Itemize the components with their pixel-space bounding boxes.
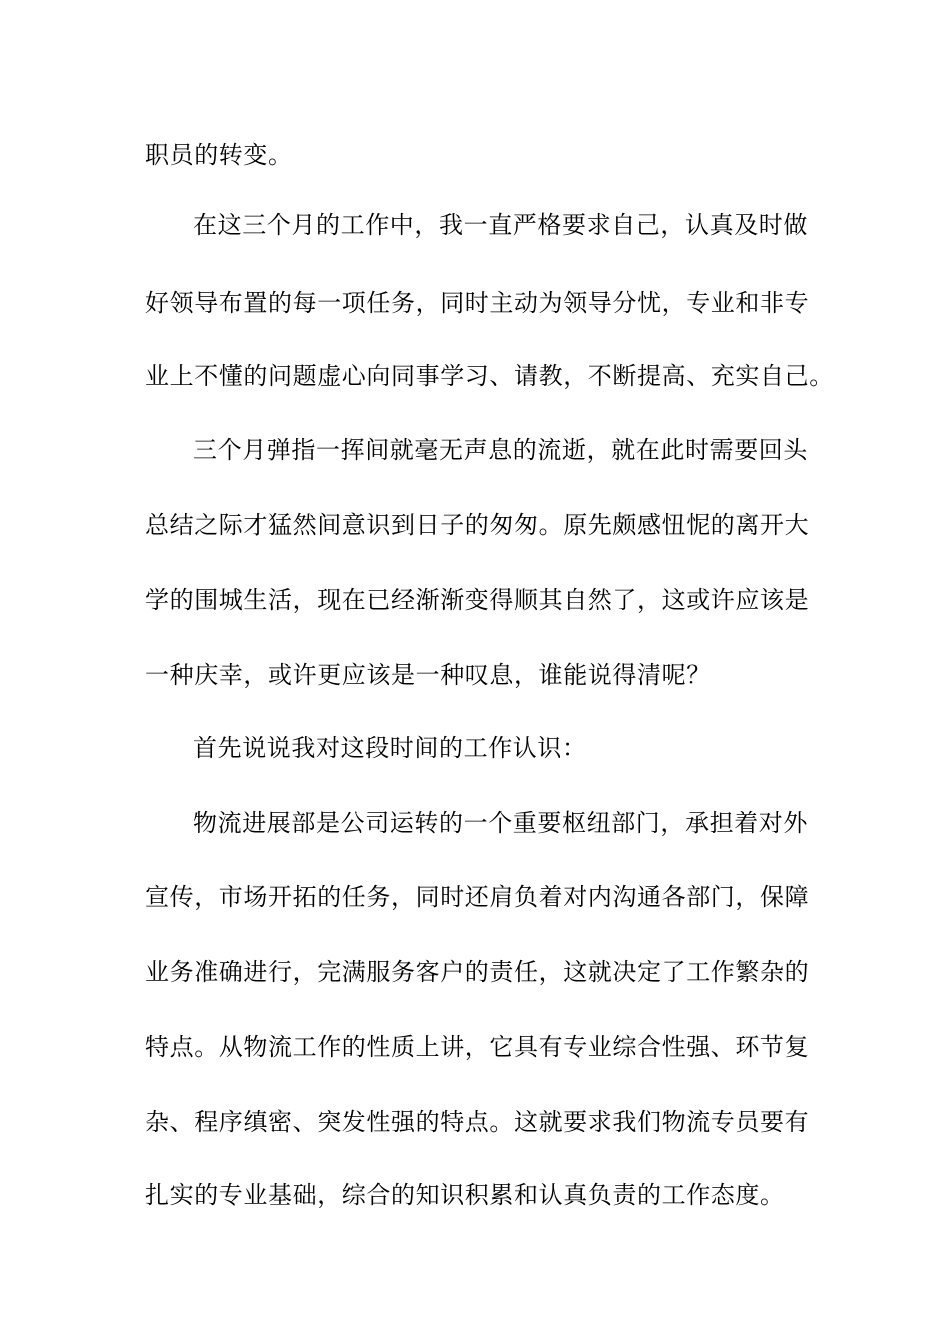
text-line: 职员的转变。 (145, 141, 293, 169)
paragraph-start-line: 首先说说我对这段时间的工作认识： (193, 734, 587, 762)
text-line: 一种庆幸，或许更应该是一种叹息，谁能说得清呢？ (145, 661, 711, 689)
text-line: 学的围城生活，现在已经渐渐变得顺其自然了，这或许应该是 (145, 586, 810, 614)
text-line: 好领导布置的每一项任务，同时主动为领导分忧，专业和非专 (145, 289, 810, 317)
paragraph-start-line: 在这三个月的工作中，我一直严格要求自己，认真及时做 (193, 211, 808, 239)
text-line: 总结之际才猛然间意识到日子的匆匆。原先颇感忸怩的离开大 (145, 511, 810, 539)
paragraph-start-line: 物流进展部是公司运转的一个重要枢纽部门，承担着对外 (193, 809, 808, 837)
text-line: 宣传，市场开拓的任务，同时还肩负着对内沟通各部门，保障 (145, 883, 810, 911)
text-line: 业务准确进行，完满服务客户的责任，这就决定了工作繁杂的 (145, 958, 810, 986)
text-line: 扎实的专业基础，综合的知识积累和认真负责的工作态度。 (145, 1181, 785, 1209)
text-line: 业上不懂的问题虚心向同事学习、请教，不断提高、充实自己。 (145, 362, 834, 390)
paragraph-start-line: 三个月弹指一挥间就毫无声息的流逝，就在此时需要回头 (193, 436, 808, 464)
text-line: 特点。从物流工作的性质上讲，它具有专业综合性强、环节复 (145, 1033, 810, 1061)
text-line: 杂、程序缜密、突发性强的特点。这就要求我们物流专员要有 (145, 1108, 810, 1136)
